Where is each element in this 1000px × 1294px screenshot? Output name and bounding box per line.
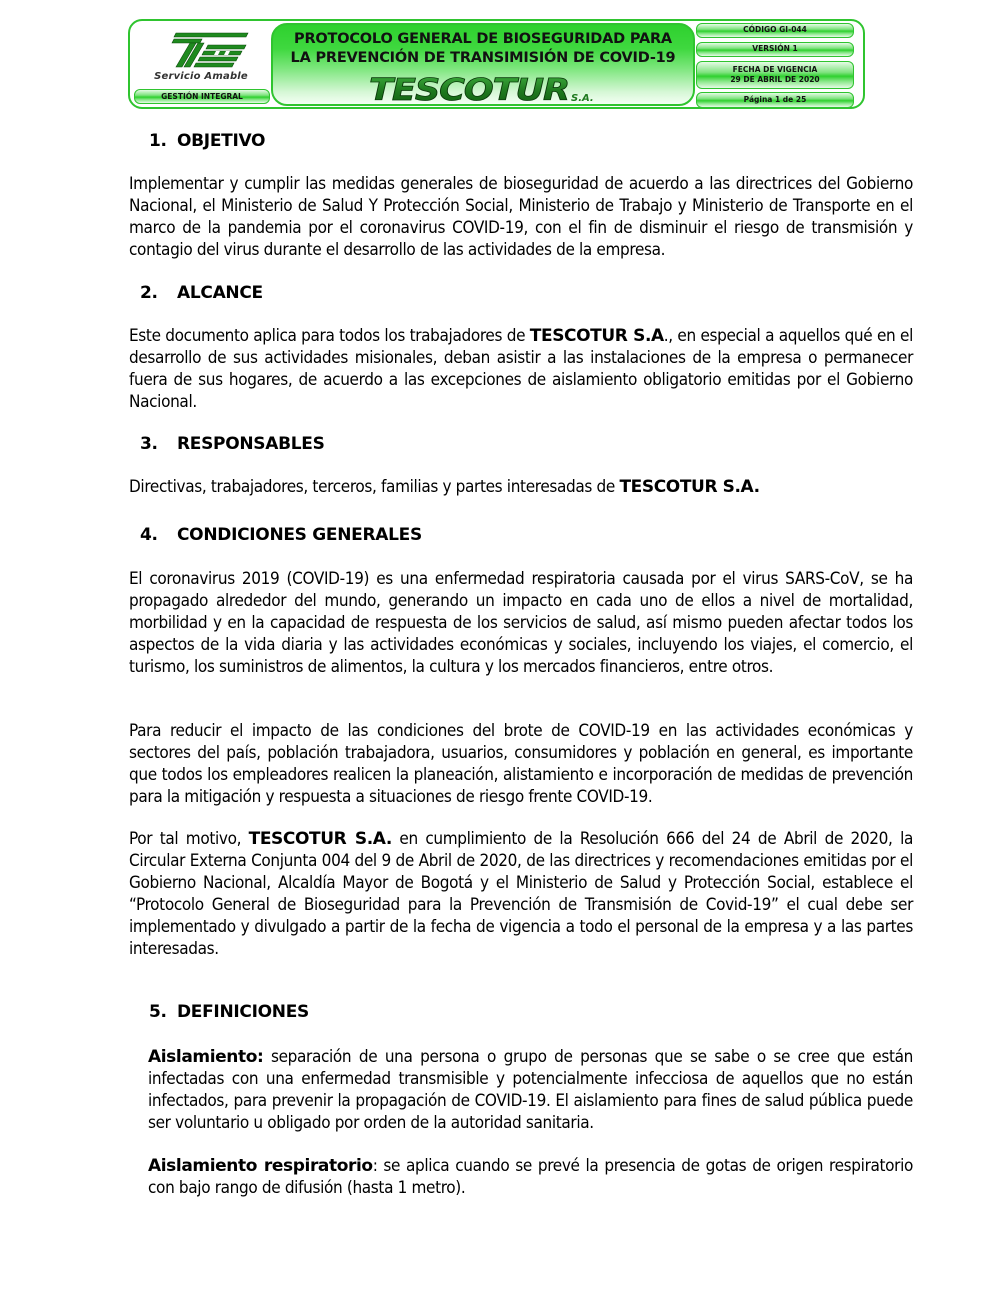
company-name: TESCOTUR S.A.: [619, 477, 760, 497]
section-heading-definiciones: [149, 1002, 309, 1022]
section-title: ALCANCE: [177, 283, 263, 303]
validity-label: FECHA DE VIGENCIA: [732, 65, 818, 74]
logo-tagline: Servicio Amable: [154, 71, 248, 82]
document-title-line2: LA PREVENCIÓN DE TRANSIMISIÓN DE COVID-19: [290, 50, 676, 66]
definition-text: separación de una persona o grupo de personas que se sabe o se cree que están infectadas con una enfermedad transmisible y potencialmente infecciosa de aquellos que no están infectados, para prevenir la propagación de COVID-19. El aislamiento para fines de salud pública puede ser voluntario u obligado por orden de la autoridad sanitaria.: [148, 1047, 913, 1134]
svg-text:TESCOTUR: TESCOTUR: [369, 75, 569, 105]
company-name: TESCOTUR S.A.: [248, 829, 392, 849]
paragraph-condiciones-3: [129, 828, 913, 961]
tfc-logo-icon: [162, 31, 250, 69]
text: Este documento aplica para todos los trabajadores de: [129, 326, 530, 346]
validity-date: [696, 61, 854, 89]
section-title: CONDICIONES GENERALES: [177, 525, 422, 545]
section-title: DEFINICIONES: [177, 1002, 309, 1022]
section-number: 3.: [140, 434, 158, 454]
document-version: VERSIÓN 1: [696, 42, 854, 57]
section-title: RESPONSABLES: [177, 434, 325, 454]
paragraph-responsables: [129, 476, 913, 498]
text: ., en especial a aquellos qué en el desarrollo de sus actividades misionales, deban asistir a las instalaciones de la empresa o permanecer fuera de sus hogares, de acuerdo a las excepciones de aislamiento obligatorio emitidas por el Gobierno Nacional.: [129, 326, 913, 413]
validity-date-value: 29 DE ABRIL DE 2020: [730, 75, 820, 84]
text: Por tal motivo,: [129, 829, 249, 849]
text: en cumplimiento de la Resolución 666 del 24 de Abril de 2020, la Circular Externa Conjunta 004 del 9 de Abril de 2020, de las directrices y recomendaciones emitidas por el Gobierno Nacional, Alcaldía Mayor de Bogotá y el Ministerio de Salud y Protección Social, establece el “Protocolo General de Bioseguridad para la Prevención de Transmisión de Covid-19” el cual debe ser implementado y divulgado a partir de la fecha de vigencia a todo el personal de la empresa y a las partes interesadas.: [129, 829, 913, 960]
svg-text:S.A.: S.A.: [571, 93, 594, 104]
company-name: TESCOTUR S.A: [529, 326, 664, 346]
section-heading-condiciones-generales: [140, 525, 422, 545]
definition-term: Aislamiento respiratorio: [148, 1156, 373, 1176]
section-number: 4.: [140, 525, 158, 545]
company-logo: [136, 27, 266, 89]
tescotur-brand-logo-icon: [365, 75, 605, 105]
definition-text: : se aplica cuando se prevé la presencia de gotas de origen respiratorio con bajo rango de difusión (hasta 1 metro).: [148, 1156, 914, 1199]
page-number: Página 1 de 25: [696, 92, 854, 108]
document-header: [128, 19, 865, 109]
text: Directivas, trabajadores, terceros, familias y partes interesadas de: [129, 477, 620, 497]
section-heading-alcance: [140, 283, 263, 303]
paragraph-condiciones-2: Para reducir el impacto de las condiciones del brote de COVID-19 en las actividades económicas y sectores del país, población trabajadora, usuarios, consumidores y población en general, es importante que todos los empleadores realicen la planeación, alistamiento e incorporación de medidas de prevención para la mitigación y respuesta a situaciones de riesgo frente COVID-19.: [129, 721, 913, 808]
definition-aislamiento: [148, 1046, 913, 1134]
section-heading-objetivo: [149, 131, 265, 151]
section-title: OBJETIVO: [177, 131, 266, 151]
paragraph-alcance: [129, 325, 913, 413]
section-heading-responsables: [140, 434, 325, 454]
paragraph-condiciones-1: El coronavirus 2019 (COVID-19) es una enfermedad respiratoria causada por el virus SARS-CoV, se ha propagado alrededor del mundo, generando un impacto en cada uno de ellos a nivel de mortalidad, morbilidad y en la capacidad de respuesta de los servicios de salud, así mismo pueden afectar todos los aspectos de la vida diaria y las actividades económicas y sociales, incluyendo los viajes, el comercio, el turismo, los suministros de alimentos, la cultura y los mercados financieros, entre otros.: [129, 569, 913, 678]
definition-term: Aislamiento:: [148, 1047, 264, 1067]
paragraph-objetivo: Implementar y cumplir las medidas generales de bioseguridad de acuerdo a las directrices del Gobierno Nacional, el Ministerio de Salud Y Protección Social, Ministerio de Trabajo y Ministerio de Transporte en el marco de la pandemia por el coronavirus COVID-19, con el fin de disminuir el riesgo de transmisión y contagio del virus durante el desarrollo de las actividades de la empresa.: [129, 174, 913, 261]
document-code: CÓDIGO GI-044: [696, 23, 854, 38]
definition-aislamiento-respiratorio: [148, 1155, 913, 1199]
document-title-line1: PROTOCOLO GENERAL DE BIOSEGURIDAD PARA: [294, 31, 672, 47]
section-number: 2.: [140, 283, 158, 303]
document-title-box: [271, 23, 695, 106]
department-label: GESTIÓN INTEGRAL: [134, 89, 270, 104]
section-number: 1.: [149, 131, 167, 151]
section-number: 5.: [149, 1002, 167, 1022]
document-metadata: [696, 23, 854, 107]
